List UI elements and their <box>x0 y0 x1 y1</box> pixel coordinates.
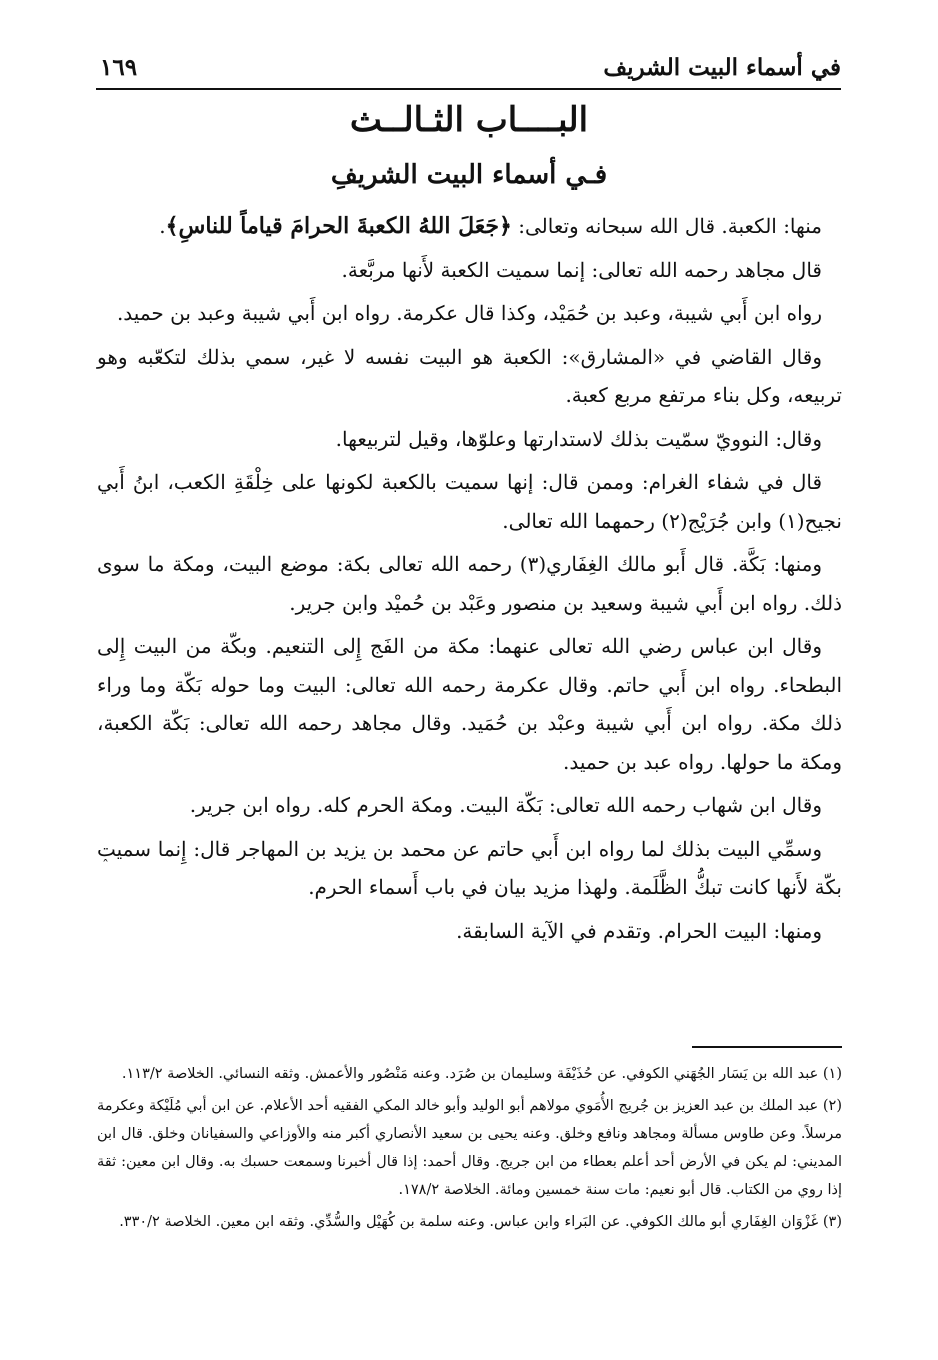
paragraph-mujahid: قال مجاهد رحمه الله تعالى: إنما سميت الكعبة لأَنها مربَّعة. <box>341 257 822 282</box>
paragraph-nawawi: وقال: النوويّ سمّيت بذلك لاستدارتها وعلوّها، وقيل لتربيعها. <box>335 426 822 451</box>
footnote-number: (٢) <box>822 1098 842 1114</box>
paragraph-bakka: ومنها: بَكَّة. قال أَبو مالك الغِفَاري(٣) رحمه الله تعالى بكة: موضع البيت، ومكة ما سوى ذلك. رواه ابن أَبي شيبة وسعيد بن منصور وعَبْد بن حُميْد وابن جرير. <box>97 552 842 615</box>
paragraph-end: . <box>159 214 166 238</box>
footnotes <box>97 1060 842 1240</box>
footnote-3 <box>97 1208 842 1236</box>
paragraph-text: منها: الكعبة. قال الله سبحانه وتعالى: <box>511 214 822 238</box>
footnote-number: (٣) <box>822 1214 842 1230</box>
paragraph-narration: رواه ابن أَبي شيبة، وعبد بن حُمَيْد، وكذا قال عكرمة. رواه ابن أَبي شيبة وعبد بن حميد. <box>116 301 822 325</box>
footnote-text: عبد الملك بن عبد العزيز بن جُريج الأُمَوي مولاهم أبو الوليد وأبو خالد المكي الفقيه أحد الأعلام. عن ابن أبي مُلَيْكة وعكرمة مرسلاً. وعن طاوس مسألة ومجاهد ونافع وخلق. وعنه يحيى بن سعيد الأنصاري أكبر منه والأوزاعي والسفيانان وخلق. قال ابن المديني: لم يكن في الأرض أحد أعلم بعطاء من ابن جريج. وقال أحمد: إذا قال أخبرنا وسمعت حسبك به. وقال ابن معين: ثقة إذا روي من الكتاب. قال أبو نعيم: مات سنة خمسين ومائة. الخلاصة ١٧٨/٢. <box>97 1098 842 1198</box>
paragraph-naming: وسمِّي البيت بذلك لما رواه ابن أَبي حاتم عن محمد بن يزيد بن المهاجر قال: إِنما سميت بكّة لأَنها كانت تبكُّ الظَّلَمة. ولهذا مزيد بيان في باب أَسماء الحرم. <box>97 836 842 899</box>
footnote-text: عبد الله بن يَسَار الجُهَني الكوفي. عن حُذَيْفَة وسليمان بن صُرَد. وعنه مَنْصُور والأعمش. وثقه النسائي. الخلاصة ١١٣/٢. <box>121 1066 819 1082</box>
footnote-1 <box>97 1060 842 1088</box>
paragraph-shifa: قال في شفاء الغرام: وممن قال: إنها سميت بالكعبة لكونها على خِلْقَةِ الكعب، ابنُ أَبي نجيح(١) وابن جُرَيْج(٢) رحمهما الله تعالى. <box>97 470 842 533</box>
paragraph-qadi: وقال القاضي في «المشارق»: الكعبة هو البيت نفسه لا غير، سمي بذلك لتكعّبه وهو تربيعه، وكل بناء مرتفع مربع كعبة. <box>97 344 842 407</box>
footnote-2 <box>97 1092 842 1204</box>
chapter-title: البــــاب الثـالــث <box>349 100 589 140</box>
paragraph-bayt-haram: ومنها: البيت الحرام. وتقدم في الآية السابقة. <box>456 918 822 943</box>
paragraph-kaaba-verse <box>97 207 842 246</box>
quran-verse: ﴿جَعَلَ اللهُ الكعبةَ الحرامَ قياماً للناسِ﴾ <box>165 213 512 239</box>
paragraph-ibn-abbas: وقال ابن عباس رضي الله تعالى عنهما: مكة من الفَج إِلى التنعيم. وبكّة من البيت إِلى البطحاء. رواه ابن أَبي حاتم. وقال عكرمة رحمه الله تعالى: البيت وما حوله بَكّة وما وراء ذلك مكة. رواه ابن أَبي شيبة وعبْد بن حُمَيد. وقال مجاهد رحمه الله تعالى: بَكّة الكعبة، ومكة ما حولها. رواه عبد بن حميد. <box>97 634 842 774</box>
page-number: ١٦٩ <box>100 54 138 81</box>
footnote-text: غَزْوَان الغِفَاري أبو مالك الكوفي. عن البَراء وابن عباس. وعنه سلمة بن كُهَيْل والسُّدِّي. وثقه ابن معين. الخلاصة ٣٣٠/٢. <box>119 1214 819 1230</box>
running-header <box>96 48 841 90</box>
paragraph-ibn-shihab: وقال ابن شهاب رحمه الله تعالى: بَكّة البيت. ومكة الحرم كله. رواه ابن جرير. <box>189 793 822 817</box>
chapter-subtitle: فـي أسماء البيت الشريفِ <box>330 160 608 190</box>
footnote-number: (١) <box>822 1066 842 1082</box>
footnote-divider <box>692 1046 842 1048</box>
main-text <box>97 207 842 955</box>
running-title: في أسماء البيت الشريف <box>603 54 841 81</box>
stray-mark: ˆ <box>102 858 109 874</box>
